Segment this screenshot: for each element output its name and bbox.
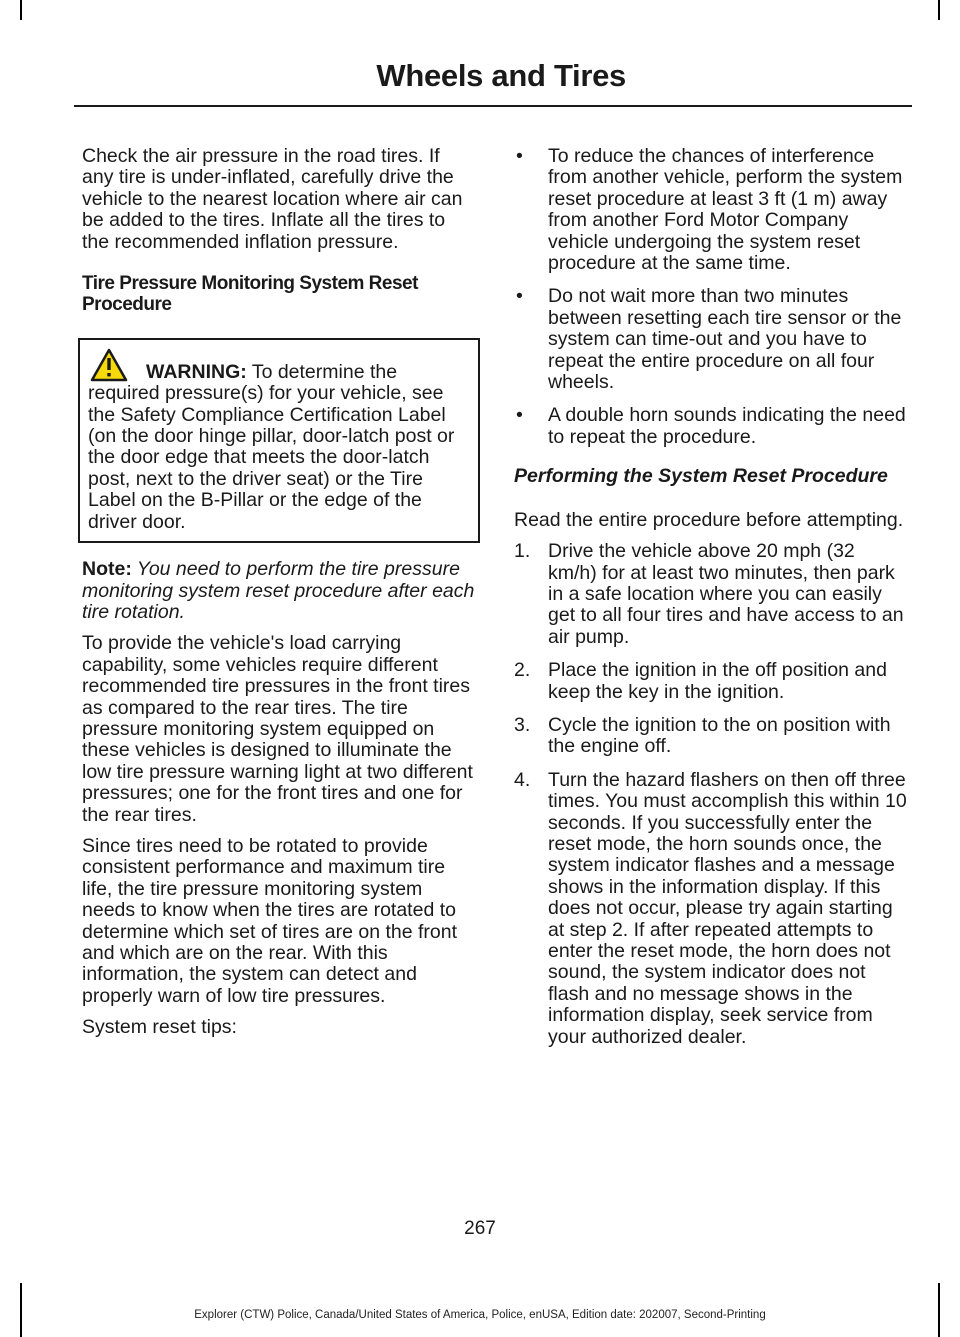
section-heading: Tire Pressure Monitoring System Reset Procedure [82, 273, 418, 316]
step-item [514, 541, 908, 648]
note-label: Note: [82, 558, 132, 581]
list-item-text: To reduce the chances of interference from another vehicle, perform the system reset procedure at least 3 ft (1 m) away from another Ford Motor Company vehicle undergoing the system reset procedure at the same time. [548, 145, 903, 275]
step-text: Place the ignition in the off position and keep the key in the ignition. [548, 659, 887, 703]
page-title: Wheels and Tires [376, 58, 626, 93]
list-item [514, 146, 908, 274]
footer-edition-text: Explorer (CTW) Police, Canada/United States of America, Police, enUSA, Edition date: 202007, Second-Printing [194, 1309, 766, 1321]
intro-paragraph: Check the air pressure in the road tires. If any tire is under-inflated, carefully drive the vehicle to the nearest location where air can be added to the tires. Inflate all the tires to the recommended inflation pressure. [82, 145, 463, 253]
subsection-heading: Performing the System Reset Procedure [514, 465, 888, 488]
step-item [514, 660, 908, 703]
right-column [514, 146, 908, 1060]
step-number: 4. [514, 768, 531, 791]
list-item [514, 286, 908, 393]
list-item [514, 405, 908, 448]
body-paragraph: System reset tips: [82, 1016, 237, 1039]
warning-text [88, 362, 470, 533]
step-number: 1. [514, 540, 531, 563]
note-paragraph [82, 559, 476, 623]
procedure-steps [514, 541, 908, 1048]
bullet-marker: • [516, 404, 523, 427]
warning-label: WARNING: [146, 360, 247, 383]
warning-box [78, 338, 480, 543]
header-divider [74, 105, 912, 107]
warning-triangle-icon [90, 348, 128, 382]
bullet-marker: • [516, 285, 523, 308]
reset-tips-list [514, 146, 908, 448]
step-item [514, 715, 908, 758]
step-item [514, 770, 908, 1048]
list-item-text: A double horn sounds indicating the need to repeat the procedure. [548, 404, 906, 448]
step-number: 2. [514, 659, 531, 682]
bullet-marker: • [516, 145, 523, 167]
body-paragraph: Since tires need to be rotated to provide consistent performance and maximum tire life, the tire pressure monitoring system needs to know when the tires are rotated to determine which set of tires are on the front and which are on the rear. With this information, the system can detect and properly warn of low tire pressures. [82, 834, 458, 1007]
crop-mark-top-right [938, 0, 940, 20]
list-item-text: Do not wait more than two minutes between resetting each tire sensor or the system can time-out and you have to repeat the entire procedure on all four wheels. [548, 285, 902, 394]
step-number: 3. [514, 713, 531, 736]
step-text: Cycle the ignition to the on position with the engine off. [548, 713, 891, 758]
page-number: 267 [464, 1218, 496, 1239]
crop-mark-top-left [20, 0, 22, 20]
step-text: Turn the hazard flashers on then off three times. You must accomplish this within 10 seconds. If you successfully enter the reset mode, the horn sounds once, the system indicator flashes and a message shows in the information display. If this does not occur, please try again starting at step 2. If after repeated attempts to enter the reset mode, the horn does not sound, the system indicator does not flash and no message shows in the information display, seek service from your authorized dealer. [548, 768, 907, 1048]
warning-body: To determine the required pressure(s) for your vehicle, see the Safety Compliance Certification Label (on the door hinge pillar, door-latch post or the door edge that meets the door-latch post, next to the driver seat) or the Tire Label on the B-Pillar or the edge of the driver door. [88, 360, 455, 533]
note-body: You need to perform the tire pressure monitoring system reset procedure after each tire rotation. [82, 558, 475, 623]
left-column [82, 146, 476, 1049]
step-text: Drive the vehicle above 20 mph (32 km/h) for at least two minutes, then park in a safe location where you can easily get to all four tires and have access to an air pump. [548, 540, 904, 648]
lead-paragraph: Read the entire procedure before attempting. [514, 508, 904, 531]
body-paragraph: To provide the vehicle's load carrying capability, some vehicles require different recommended tire pressures in the front tires as compared to the rear tires. The tire pressure monitoring system equipped on these vehicles is designed to illuminate the low tire pressure warning light at two different pressures; one for the front tires and one for the rear tires. [82, 632, 473, 826]
